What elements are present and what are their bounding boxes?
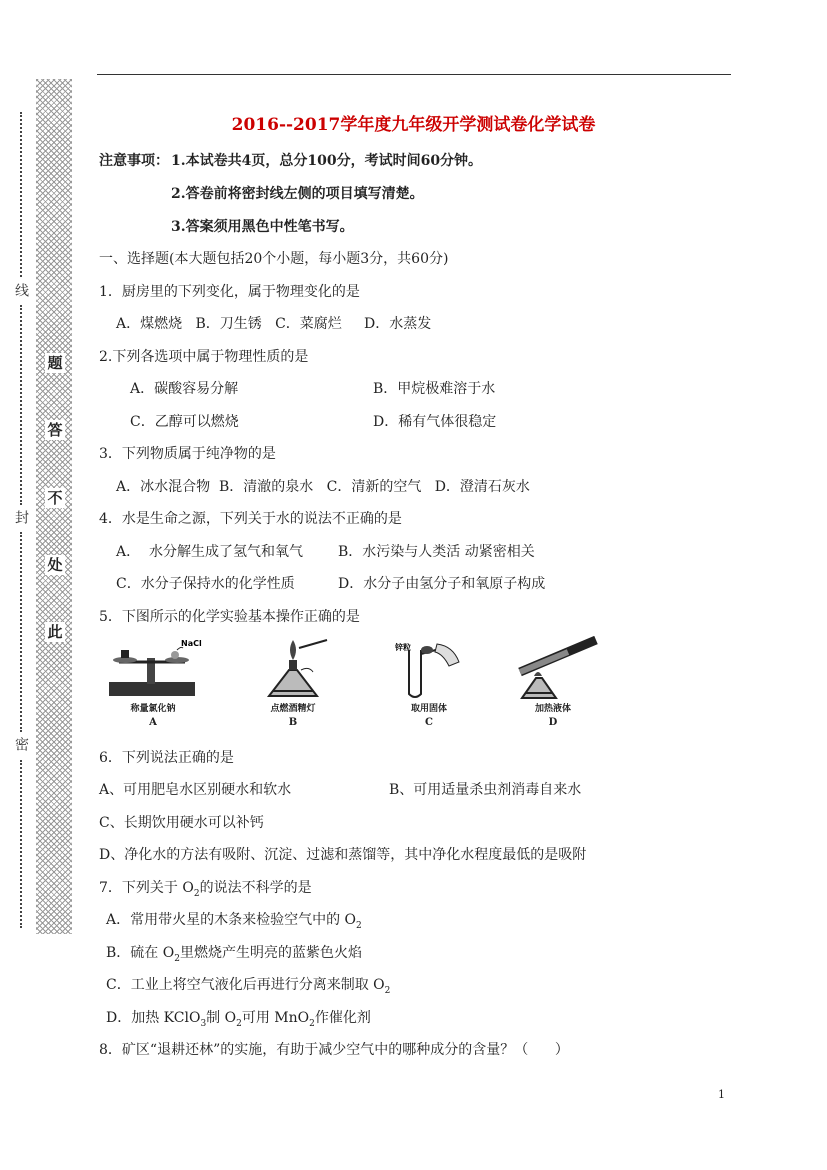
seal-dotted-line-low	[20, 532, 22, 732]
q2-option-c: C．乙醇可以燃烧	[130, 414, 239, 430]
seal-char-xian: 线	[13, 283, 29, 297]
q5-figure-strip	[98, 636, 618, 738]
q4-option-a: A． 水分解生成了氢气和氧气	[116, 544, 304, 560]
q4-stem: 4．水是生命之源，下列关于水的说法不正确的是	[99, 511, 402, 527]
seal-char-mi: 密	[13, 737, 29, 751]
seal-dotted-line-bottom	[20, 760, 22, 928]
q3-stem: 3．下列物质属于纯净物的是	[99, 446, 276, 462]
q5-figure-c	[374, 636, 484, 738]
note-item-3: 3.答案须用黑色中性笔书写。	[171, 219, 354, 235]
hatch-char-4: 处	[45, 555, 65, 575]
q7-stem: 7．下列关于 $O_2$的说法不科学的是	[99, 880, 312, 899]
q6-option-b: B、可用适量杀虫剂消毒自来水	[389, 782, 582, 798]
notes-label: 注意事项：	[99, 153, 169, 169]
q5-figure-c-caption: 取用固体	[410, 704, 447, 714]
hatch-char-3: 不	[45, 488, 65, 508]
q5-figure-a-letter: A	[149, 717, 157, 728]
q2-option-d: D．稀有气体很稳定	[373, 414, 497, 430]
q5-figure-d-caption: 加热液体	[534, 704, 571, 714]
balance-icon	[103, 636, 203, 700]
q4-option-d: D．水分子由氢分子和氧原子构成	[338, 576, 546, 592]
heating-liquid-icon	[498, 636, 608, 700]
hatch-char-5: 此	[45, 622, 65, 642]
test-tube-icon	[379, 636, 479, 700]
q5-figure-c-letter: C	[425, 717, 433, 728]
hatch-char-1: 题	[45, 353, 65, 373]
q5-figure-a	[98, 636, 208, 738]
q6-option-d: D、净化水的方法有吸附、沉淀、过滤和蒸馏等，其中净化水程度最低的是吸附	[99, 847, 587, 863]
section-heading: 一、选择题(本大题包括20个小题，每小题3分，共60分)	[99, 251, 449, 267]
q2-stem: 2.下列各选项中属于物理性质的是	[99, 349, 309, 365]
note-item-1: 1.本试卷共4页，总分100分，考试时间60分钟。	[171, 153, 483, 169]
q5-figure-d	[498, 636, 608, 738]
q5-figure-a-caption: 称量氯化钠	[130, 704, 176, 714]
page-number: 1	[718, 1088, 725, 1101]
q5-figure-d-letter: D	[548, 717, 558, 728]
seal-dotted-line-top	[20, 112, 22, 277]
q2-option-a: A．碳酸容易分解	[130, 381, 239, 397]
hatch-char-2: 答	[45, 420, 65, 440]
q5-figure-b	[238, 636, 348, 738]
q6-stem: 6．下列说法正确的是	[99, 750, 234, 766]
q3-options: A．冰水混合物 B．清澈的泉水 C．清新的空气 D．澄清石灰水	[116, 479, 530, 495]
q7-option-c: C．工业上将空气液化后再进行分离来制取 $O_2$	[106, 977, 391, 996]
q6-option-a: A、可用肥皂水区别硬水和软水	[99, 782, 292, 798]
q5-stem: 5．下图所示的化学实验基本操作正确的是	[99, 609, 360, 625]
svg-text:NaCl: NaCl	[181, 639, 202, 648]
q1-stem: 1．厨房里的下列变化，属于物理变化的是	[99, 284, 360, 300]
q5-figure-b-caption: 点燃酒精灯	[270, 704, 316, 714]
q1-options: A．煤燃烧 B．刀生锈 C．菜腐烂 D．水蒸发	[116, 316, 432, 332]
alcohol-lamp-icon	[243, 636, 343, 700]
q5-figure-b-letter: B	[288, 717, 298, 728]
q4-option-b: B．水污染与人类活 动紧密相关	[338, 544, 535, 560]
q7-option-d: D．加热 KClO$_3$制 $O_2$可用 MnO$_2$作催化剂	[106, 1010, 371, 1029]
q8-stem: 8．矿区“退耕还林”的实施，有助于减少空气中的哪种成分的含量？（ ）	[99, 1042, 569, 1058]
q6-option-c: C、长期饮用硬水可以补钙	[99, 815, 264, 831]
seal-dotted-line-mid	[20, 305, 22, 505]
header-rule	[97, 74, 731, 75]
q2-option-b: B．甲烷极难溶于水	[373, 381, 496, 397]
exam-title: 2016--2017学年度九年级开学测试卷化学试卷	[231, 115, 596, 135]
q7-option-b: B．硫在 $O_2$里燃烧产生明亮的蓝紫色火焰	[106, 945, 362, 964]
seal-char-feng: 封	[13, 510, 29, 524]
q7-option-a: A．常用带火星的木条来检验空气中的 $O_2$	[106, 912, 362, 931]
q4-option-c: C．水分子保持水的化学性质	[116, 576, 295, 592]
svg-text:锌粒: 锌粒	[395, 643, 411, 652]
note-item-2: 2.答卷前将密封线左侧的项目填写清楚。	[171, 186, 424, 202]
